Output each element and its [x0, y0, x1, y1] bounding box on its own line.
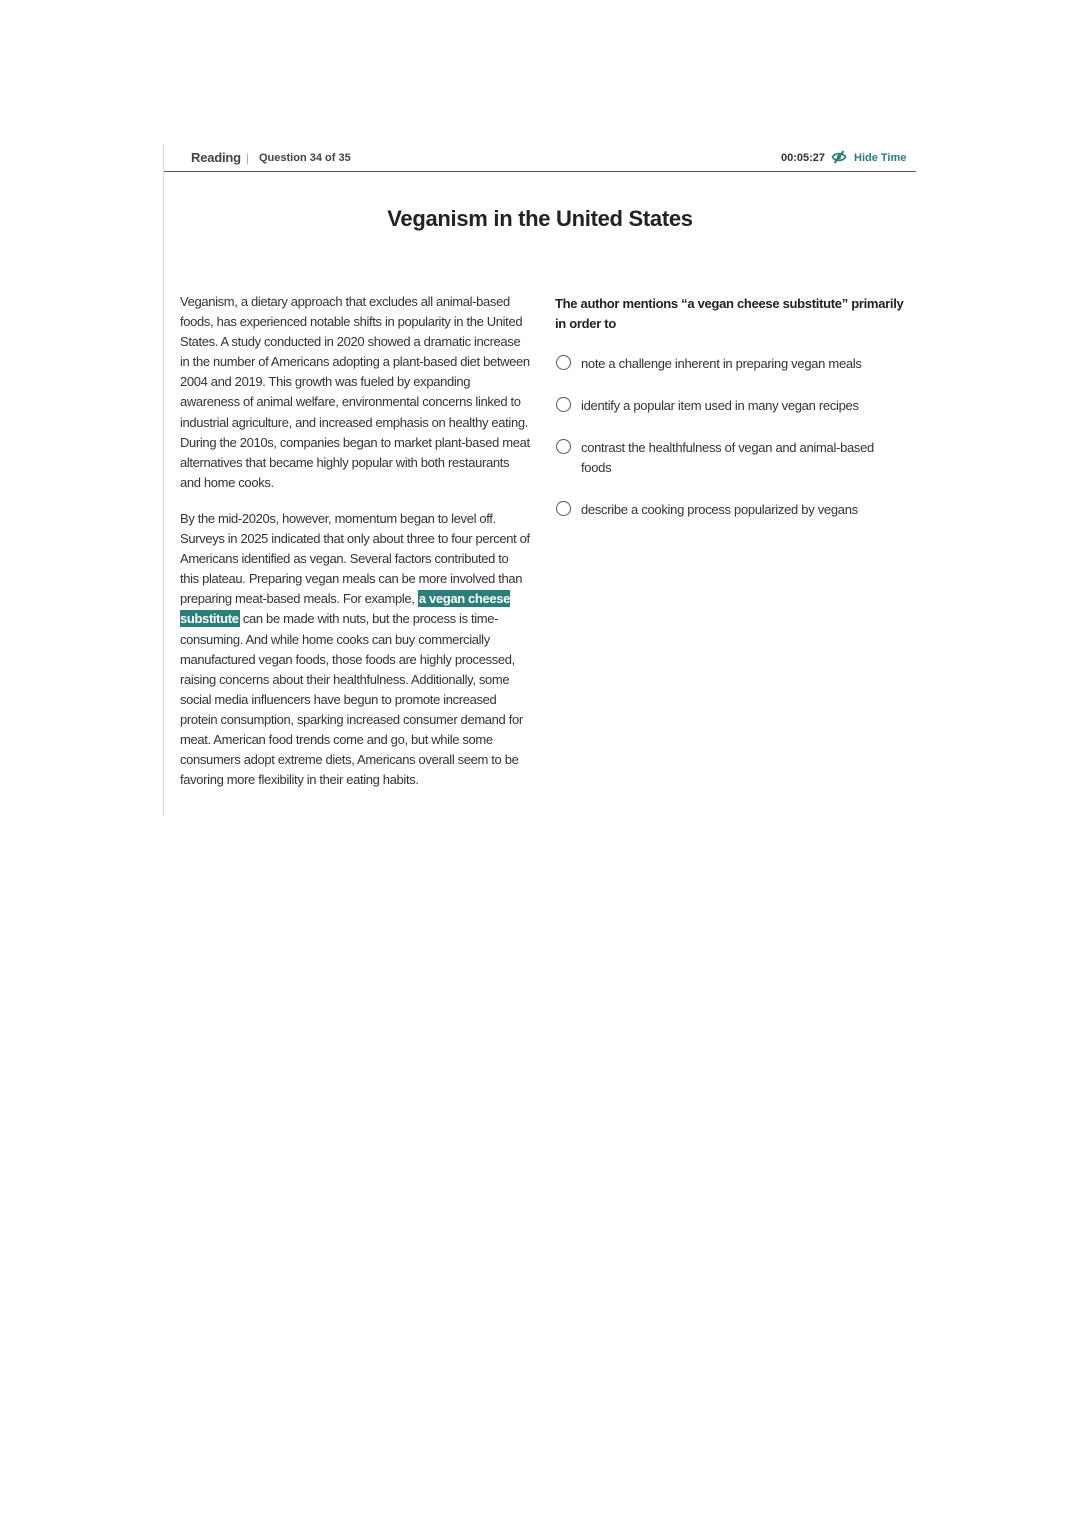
answer-option-4[interactable] — [555, 500, 905, 520]
header-separator: | — [246, 151, 250, 165]
question-prompt: The author mentions “a vegan cheese substitute” primarily in order to — [555, 296, 904, 331]
paragraph-2-text-before: By the mid-2020s, however, momentum began to level off. Surveys in 2025 indicated that only about three to four percent of Americans identified as vegan. Several factors contributed to this plateau. Preparing vegan meals can be more involved than preparing meat-based meals. For example, — [180, 510, 530, 607]
question-counter: Question 34 of 35 — [259, 152, 351, 164]
radio-button-icon[interactable] — [556, 439, 571, 454]
passage-paragraph-1: Veganism, a dietary approach that excludes all animal-based foods, has experienced notable shifts in popularity in the United States. A study conducted in 2020 showed a dramatic increase in the number of Americans adopting a plant-based diet between 2004 and 2019. This growth was fueled by expanding awareness of animal welfare, environmental concerns linked to industrial agriculture, and increased emphasis on healthy eating. During the 2010s, companies began to market plant-based meat alternatives that became highly popular with both restaurants and home cooks. — [180, 294, 530, 490]
passage-title: Veganism in the United States — [387, 206, 693, 231]
passage-text — [180, 292, 530, 806]
radio-button-icon[interactable] — [556, 355, 571, 370]
radio-button-icon[interactable] — [556, 397, 571, 412]
question-panel — [555, 294, 905, 542]
paragraph-2-text-after: can be made with nuts, but the process is time-consuming. And while home cooks can buy commercially manufactured vegan foods, those foods are highly processed, raising concerns about their healthfulness. Additionally, some social media influencers have begun to promote increased protein consumption, sparking increased consumer demand for meat. American food trends come and go, but while some consumers adopt extreme diets, Americans overall seem to be favoring more flexibility in their eating habits. — [180, 611, 523, 788]
timer: 00:05:27 — [781, 152, 826, 164]
answer-option-2[interactable] — [555, 396, 905, 416]
passage-paragraph-2 — [180, 509, 530, 790]
answer-option-label: describe a cooking process popularized by vegans — [581, 502, 858, 517]
test-window — [163, 144, 915, 816]
answer-option-3[interactable] — [555, 438, 905, 478]
answer-option-label: note a challenge inherent in preparing vegan meals — [581, 356, 862, 371]
hide-time-button[interactable]: Hide Time — [854, 152, 907, 164]
answer-option-1[interactable] — [555, 354, 905, 374]
top-bar — [164, 144, 916, 172]
section-label: Reading — [191, 150, 241, 165]
answer-option-label: contrast the healthfulness of vegan and animal-based foods — [581, 440, 874, 475]
radio-button-icon[interactable] — [556, 501, 571, 516]
eye-slash-icon[interactable] — [831, 150, 847, 164]
answer-option-label: identify a popular item used in many vegan recipes — [581, 398, 859, 413]
highlighted-phrase: a vegan cheese substitute — [180, 591, 511, 627]
